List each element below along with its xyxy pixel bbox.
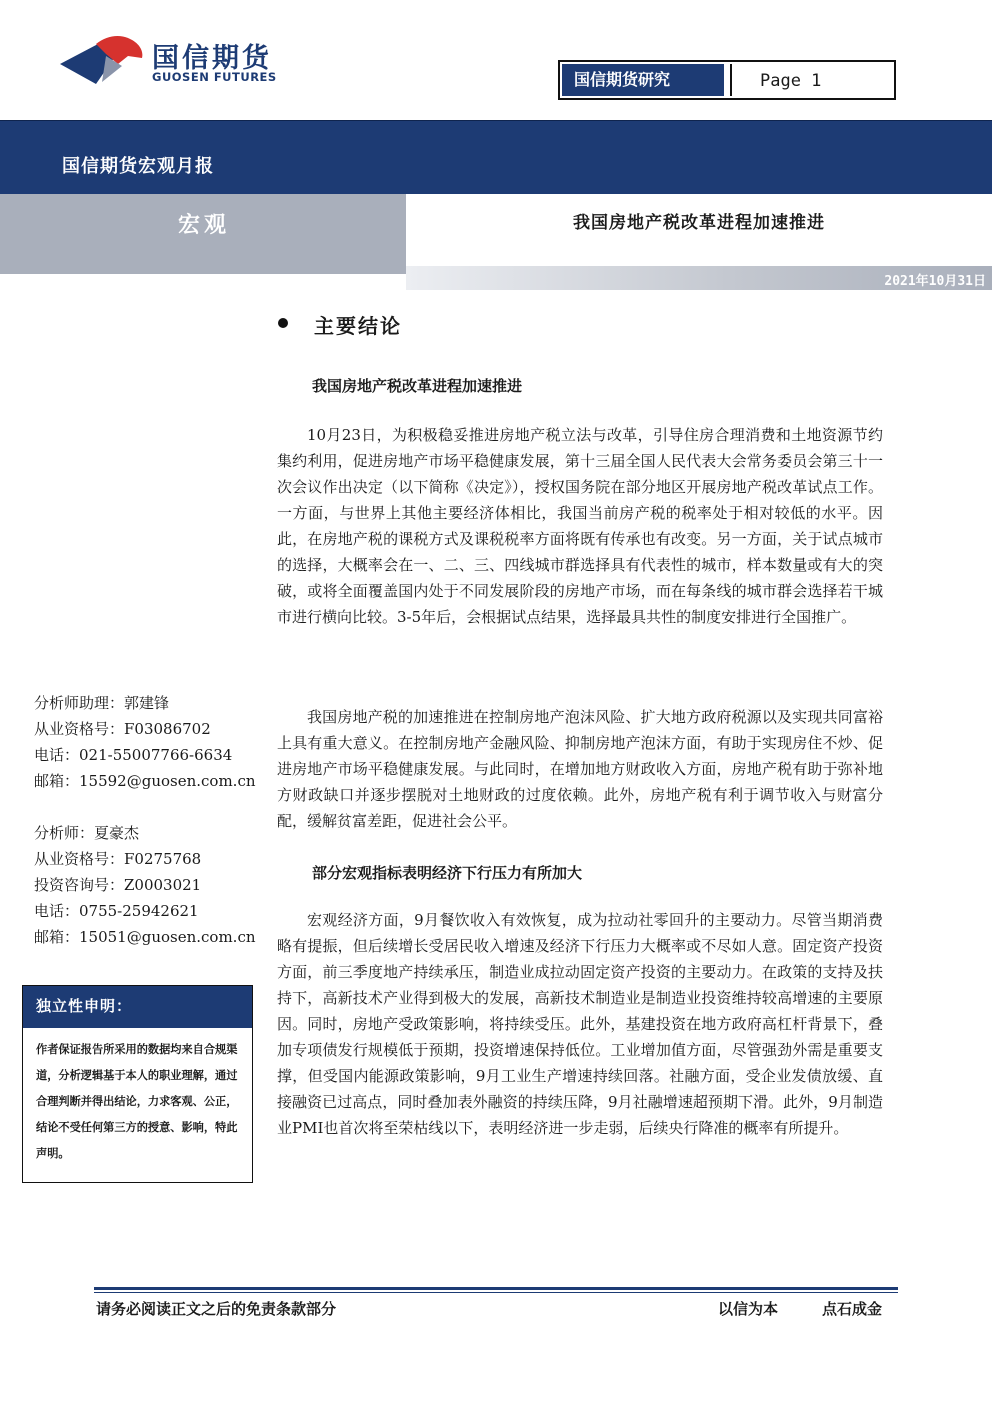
- analyst-name: 分析师：夏豪杰: [34, 824, 140, 842]
- analyst-name: 分析师助理：郭建锋: [34, 694, 170, 712]
- series-title: 国信期货宏观月报: [62, 156, 214, 177]
- body-paragraph: 宏观经济方面，9月餐饮收入有效恢复，成为拉动社零回升的主要动力。尽管当期消费略有提振，但后续增长受居民收入增速及经济下行压力大概率或不尽如人意。固定资产投资方面，前三季度地产持续承压，制造业成拉动固定资产投资的主要动力。在政策的支持及扶持下，高新技术产业得到极大的发展，高新技术制造业是制造业投资维持较高增速的主要原因。同时，房地产受政策影响，将持续受压。此外，基建投资在地方政府高杠杆背景下，叠加专项债发行规模低于预期，投资增速保持低位。工业增加值方面，尽管强劲外需是重要支撑，但受国内能源政策影响，9月工业生产增速持续回落。社融方面，受企业发债放缓、直接融资已过高点，同时叠加表外融资的持续压降，9月社融增速超预期下滑。此外，9月制造业PMI也首次将至荣枯线以下，表明经济进一步走弱，后续央行降准的概率有所提升。: [277, 911, 883, 1137]
- brand-name-en: GUOSEN FUTURES: [152, 70, 277, 84]
- guosen-logo-icon: [58, 34, 148, 88]
- report-date: 2021年10月31日: [884, 274, 986, 289]
- page-label: Page 1: [730, 64, 892, 96]
- research-label: 国信期货研究: [562, 64, 724, 96]
- main-heading: 主要结论: [314, 314, 402, 338]
- section-subheading: 部分宏观指标表明经济下行压力有所加大: [312, 864, 583, 882]
- body-paragraph: 10月23日，为积极稳妥推进房地产税立法与改革，引导住房合理消费和土地资源节约集约利用，促进房地产市场平稳健康发展，第十三届全国人民代表大会常务委员会第三十一次会议作出决定（以下简称《决定》），授权国务院在部分地区开展房地产税改革试点工作。一方面，与世界上其他主要经济体相比，我国当前房产税的税率处于相对较低的水平。因此，在房地产税的课税方式及课税税率方面将既有传承也有改变。另一方面，关于试点城市的选择，大概率会在一、二、三、四线城市群选择具有代表性的城市，样本数量或有大的突破，或将全面覆盖国内处于不同发展阶段的房地产市场，而在每条线的城市群会选择若干城市进行横向比较。3-5年后，会根据试点结果，选择最具共性的制度安排进行全国推广。: [277, 426, 883, 626]
- analyst-email[interactable]: 邮箱：15592@guosen.com.cn: [34, 772, 256, 790]
- report-title: 我国房地产税改革进程加速推进: [573, 213, 825, 233]
- body-paragraph: 我国房地产税的加速推进在控制房地产泡沫风险、扩大地方政府税源以及实现共同富裕上具有重大意义。在控制房地产金融风险、抑制房地产泡沫方面，有助于实现房住不炒、促进房地产市场平稳健康发展。与此同时，在增加地方财政收入方面，房地产税有助于弥补地方财政缺口并逐步摆脱对土地财政的过度依赖。此外，房地产税有利于调节收入与财富分配，缓解贫富差距，促进社会公平。: [277, 708, 883, 830]
- analyst-info: [34, 820, 256, 950]
- analyst-phone: 电话：021-55007766-6634: [34, 746, 233, 764]
- footer-divider: [94, 1287, 898, 1290]
- disclaimer-note: 请务必阅读正文之后的免责条款部分: [96, 1300, 337, 1318]
- slogan-1: 以信为本: [718, 1300, 779, 1318]
- analyst-phone: 电话：0755-25942621: [34, 902, 199, 920]
- brand-name-cn: 国信期货: [152, 43, 272, 74]
- section-label: 宏观: [178, 212, 231, 238]
- footer-divider-thin: [94, 1292, 898, 1293]
- analyst-license: 从业资格号：F03086702: [34, 720, 211, 738]
- analyst-consult-number: 投资咨询号：Z0003021: [34, 876, 202, 894]
- analyst-assistant-info: [34, 690, 256, 794]
- analyst-license: 从业资格号：F0275768: [34, 850, 202, 868]
- analyst-email[interactable]: 邮箱：15051@guosen.com.cn: [34, 928, 256, 946]
- slogan-2: 点石成金: [822, 1300, 883, 1318]
- declaration-title: 独立性申明：: [36, 997, 133, 1015]
- bullet-icon: [278, 318, 288, 328]
- section-subheading: 我国房地产税改革进程加速推进: [312, 377, 523, 395]
- declaration-body: 作者保证报告所采用的数据均来自合规渠道，分析逻辑基于本人的职业理解，通过合理判断并得出结论，力求客观、公正，结论不受任何第三方的授意、影响，特此声明。: [36, 1042, 238, 1160]
